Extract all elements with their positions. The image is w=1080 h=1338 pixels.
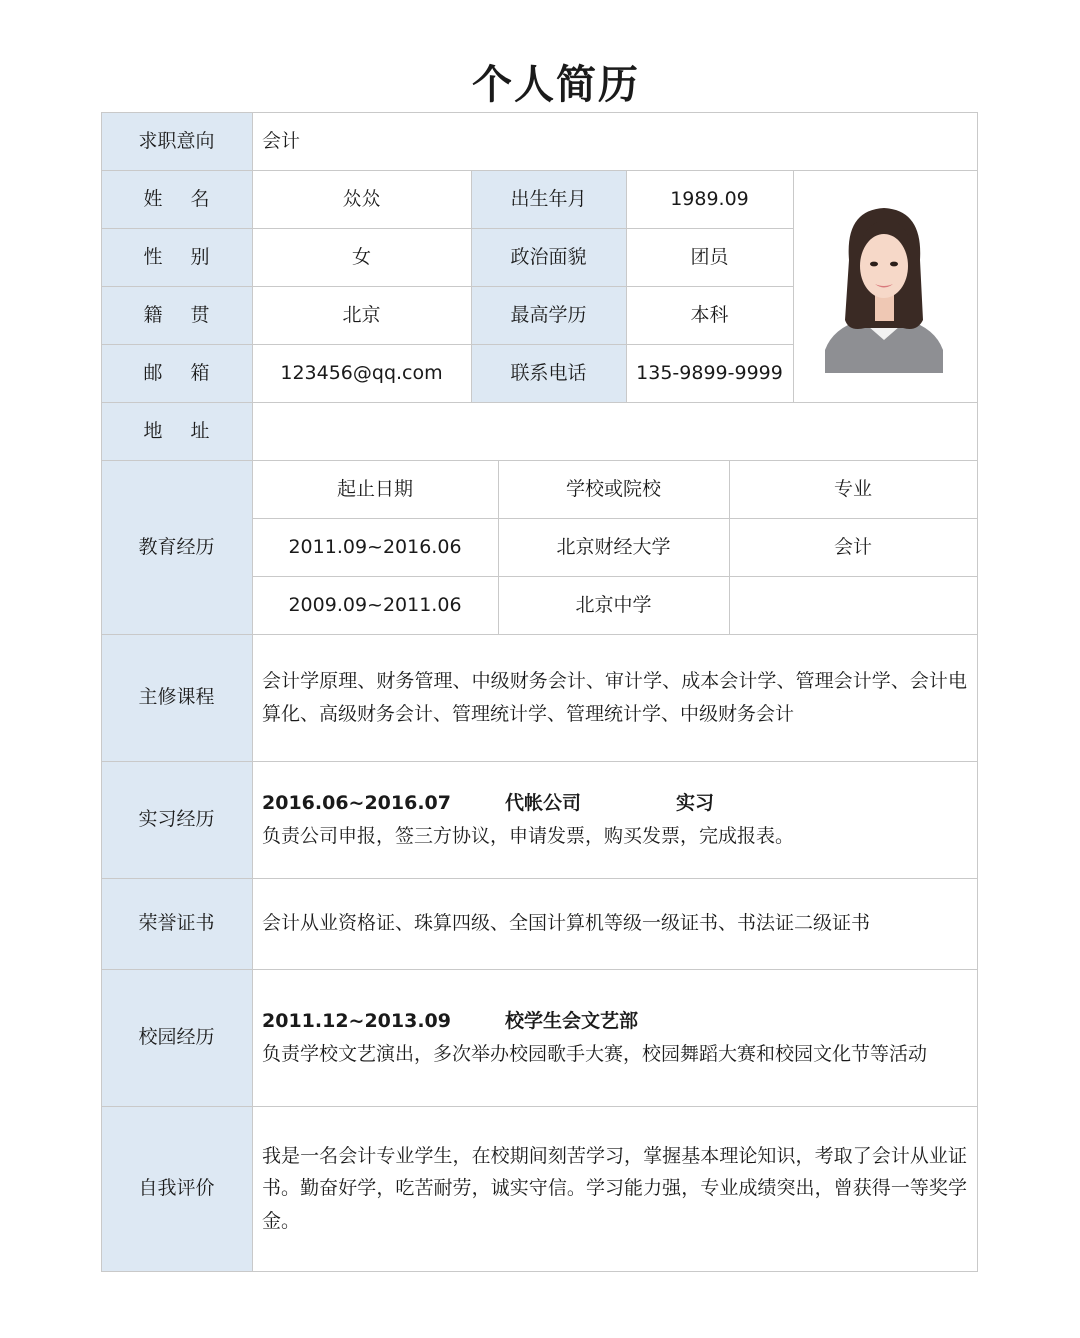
phone-value: 135-9899-9999 xyxy=(636,361,783,384)
portrait-photo xyxy=(825,200,943,373)
birth-label: 出生年月 xyxy=(471,170,626,228)
grid-line xyxy=(793,170,794,402)
grid-line xyxy=(101,344,793,345)
courses-cell xyxy=(252,634,977,761)
job-label-text: 求职意向 xyxy=(138,129,215,152)
edu-header-school: 学校或院校 xyxy=(565,477,661,500)
origin-label xyxy=(101,286,252,344)
edu-row-1-major: 会计 xyxy=(833,535,872,558)
gender-label xyxy=(101,228,252,286)
edu-row-2-school: 北京中学 xyxy=(575,593,652,616)
self-text: 我是一名会计专业学生，在校期间刻苦学习，掌握基本理论知识，考取了会计从业证书。勤奋好学，吃苦耐劳，诚实守信。学习能力强，专业成绩突出，曾获得一等奖学金。 xyxy=(262,1145,967,1232)
grid-line xyxy=(498,460,499,634)
internship-headline xyxy=(262,787,714,820)
origin-label-char-1: 籍 xyxy=(143,303,163,326)
grid-line xyxy=(101,761,978,762)
gender-label-char-1: 性 xyxy=(143,245,163,268)
internship-role: 实习 xyxy=(676,791,715,814)
internship-desc: 负责公司申报，签三方协议，申请发票，购买发票，完成报表。 xyxy=(262,824,795,847)
edu-row-1-period: 2011.09~2016.06 xyxy=(288,535,462,558)
grid-line xyxy=(101,634,978,635)
campus-desc: 负责学校文艺演出，多次举办校园歌手大赛，校园舞蹈大赛和校园文化节等活动 xyxy=(262,1042,928,1065)
edu-row-2-period: 2009.09~2011.06 xyxy=(288,593,462,616)
name-value: 𠈌𠈌 xyxy=(342,187,381,210)
email-label-char-1: 邮 xyxy=(143,361,163,384)
courses-label: 主修课程 xyxy=(101,634,252,761)
origin-value: 北京 xyxy=(342,303,381,326)
campus-label: 校园经历 xyxy=(101,969,252,1106)
grid-line xyxy=(101,112,978,113)
degree-label: 最高学历 xyxy=(471,286,626,344)
edu-row-1-school: 北京财经大学 xyxy=(556,535,671,558)
name-label-char-2: 名 xyxy=(190,187,210,210)
grid-line xyxy=(252,576,978,577)
internship-period: 2016.06~2016.07 xyxy=(262,791,451,814)
grid-line xyxy=(101,228,793,229)
honors-text: 会计从业资格证、珠算四级、全国计算机等级一级证书、书法证二级证书 xyxy=(262,912,871,935)
grid-line xyxy=(101,170,978,171)
campus-period: 2011.12~2013.09 xyxy=(262,1009,451,1032)
address-label xyxy=(101,402,252,460)
gender-label-char-2: 别 xyxy=(190,245,210,268)
email-label xyxy=(101,344,252,402)
origin-label-char-2: 贯 xyxy=(190,303,210,326)
name-label-char-1: 姓 xyxy=(143,187,163,210)
job-label xyxy=(101,112,252,170)
honors-label: 荣誉证书 xyxy=(101,878,252,969)
email-value: 123456@qq.com xyxy=(280,361,443,384)
campus-cell xyxy=(252,969,977,1106)
politics-label: 政治面貌 xyxy=(471,228,626,286)
internship-company: 代帐公司 xyxy=(505,791,582,814)
portrait-icon xyxy=(825,200,943,373)
grid-line xyxy=(101,112,102,1272)
name-label xyxy=(101,170,252,228)
email-label-char-2: 箱 xyxy=(190,361,210,384)
grid-line xyxy=(101,460,978,461)
edu-header-major: 专业 xyxy=(833,477,872,500)
grid-line xyxy=(471,170,472,402)
education-label: 教育经历 xyxy=(101,460,252,634)
internship-cell xyxy=(252,761,977,878)
address-label-char-2: 址 xyxy=(190,419,210,442)
grid-line xyxy=(977,112,978,1272)
courses-text: 会计学原理、财务管理、中级财务会计、审计学、成本会计学、管理会计学、会计电算化、高级财务会计、管理统计学、管理统计学、中级财务会计 xyxy=(262,670,967,725)
gender-value: 女 xyxy=(351,245,371,268)
internship-label: 实习经历 xyxy=(101,761,252,878)
grid-line xyxy=(101,1271,978,1272)
edu-header-period: 起止日期 xyxy=(336,477,413,500)
job-value: 会计 xyxy=(262,129,301,152)
politics-value: 团员 xyxy=(690,245,729,268)
address-label-char-1: 地 xyxy=(143,419,163,442)
grid-line xyxy=(626,170,627,402)
address-value xyxy=(252,402,977,460)
campus-headline xyxy=(262,1005,638,1038)
grid-line xyxy=(252,518,978,519)
phone-label: 联系电话 xyxy=(471,344,626,402)
birth-value: 1989.09 xyxy=(670,187,749,210)
edu-row-2-major xyxy=(729,576,977,634)
grid-line xyxy=(101,402,978,403)
campus-org: 校学生会文艺部 xyxy=(505,1009,639,1032)
self-label: 自我评价 xyxy=(101,1106,252,1271)
grid-line xyxy=(729,460,730,634)
degree-value: 本科 xyxy=(690,303,729,326)
grid-line xyxy=(101,286,793,287)
page-title: 个人简历 xyxy=(472,62,640,108)
self-cell xyxy=(252,1106,977,1271)
grid-line xyxy=(252,112,253,1272)
grid-line xyxy=(101,878,978,879)
grid-line xyxy=(101,1106,978,1107)
grid-line xyxy=(101,969,978,970)
